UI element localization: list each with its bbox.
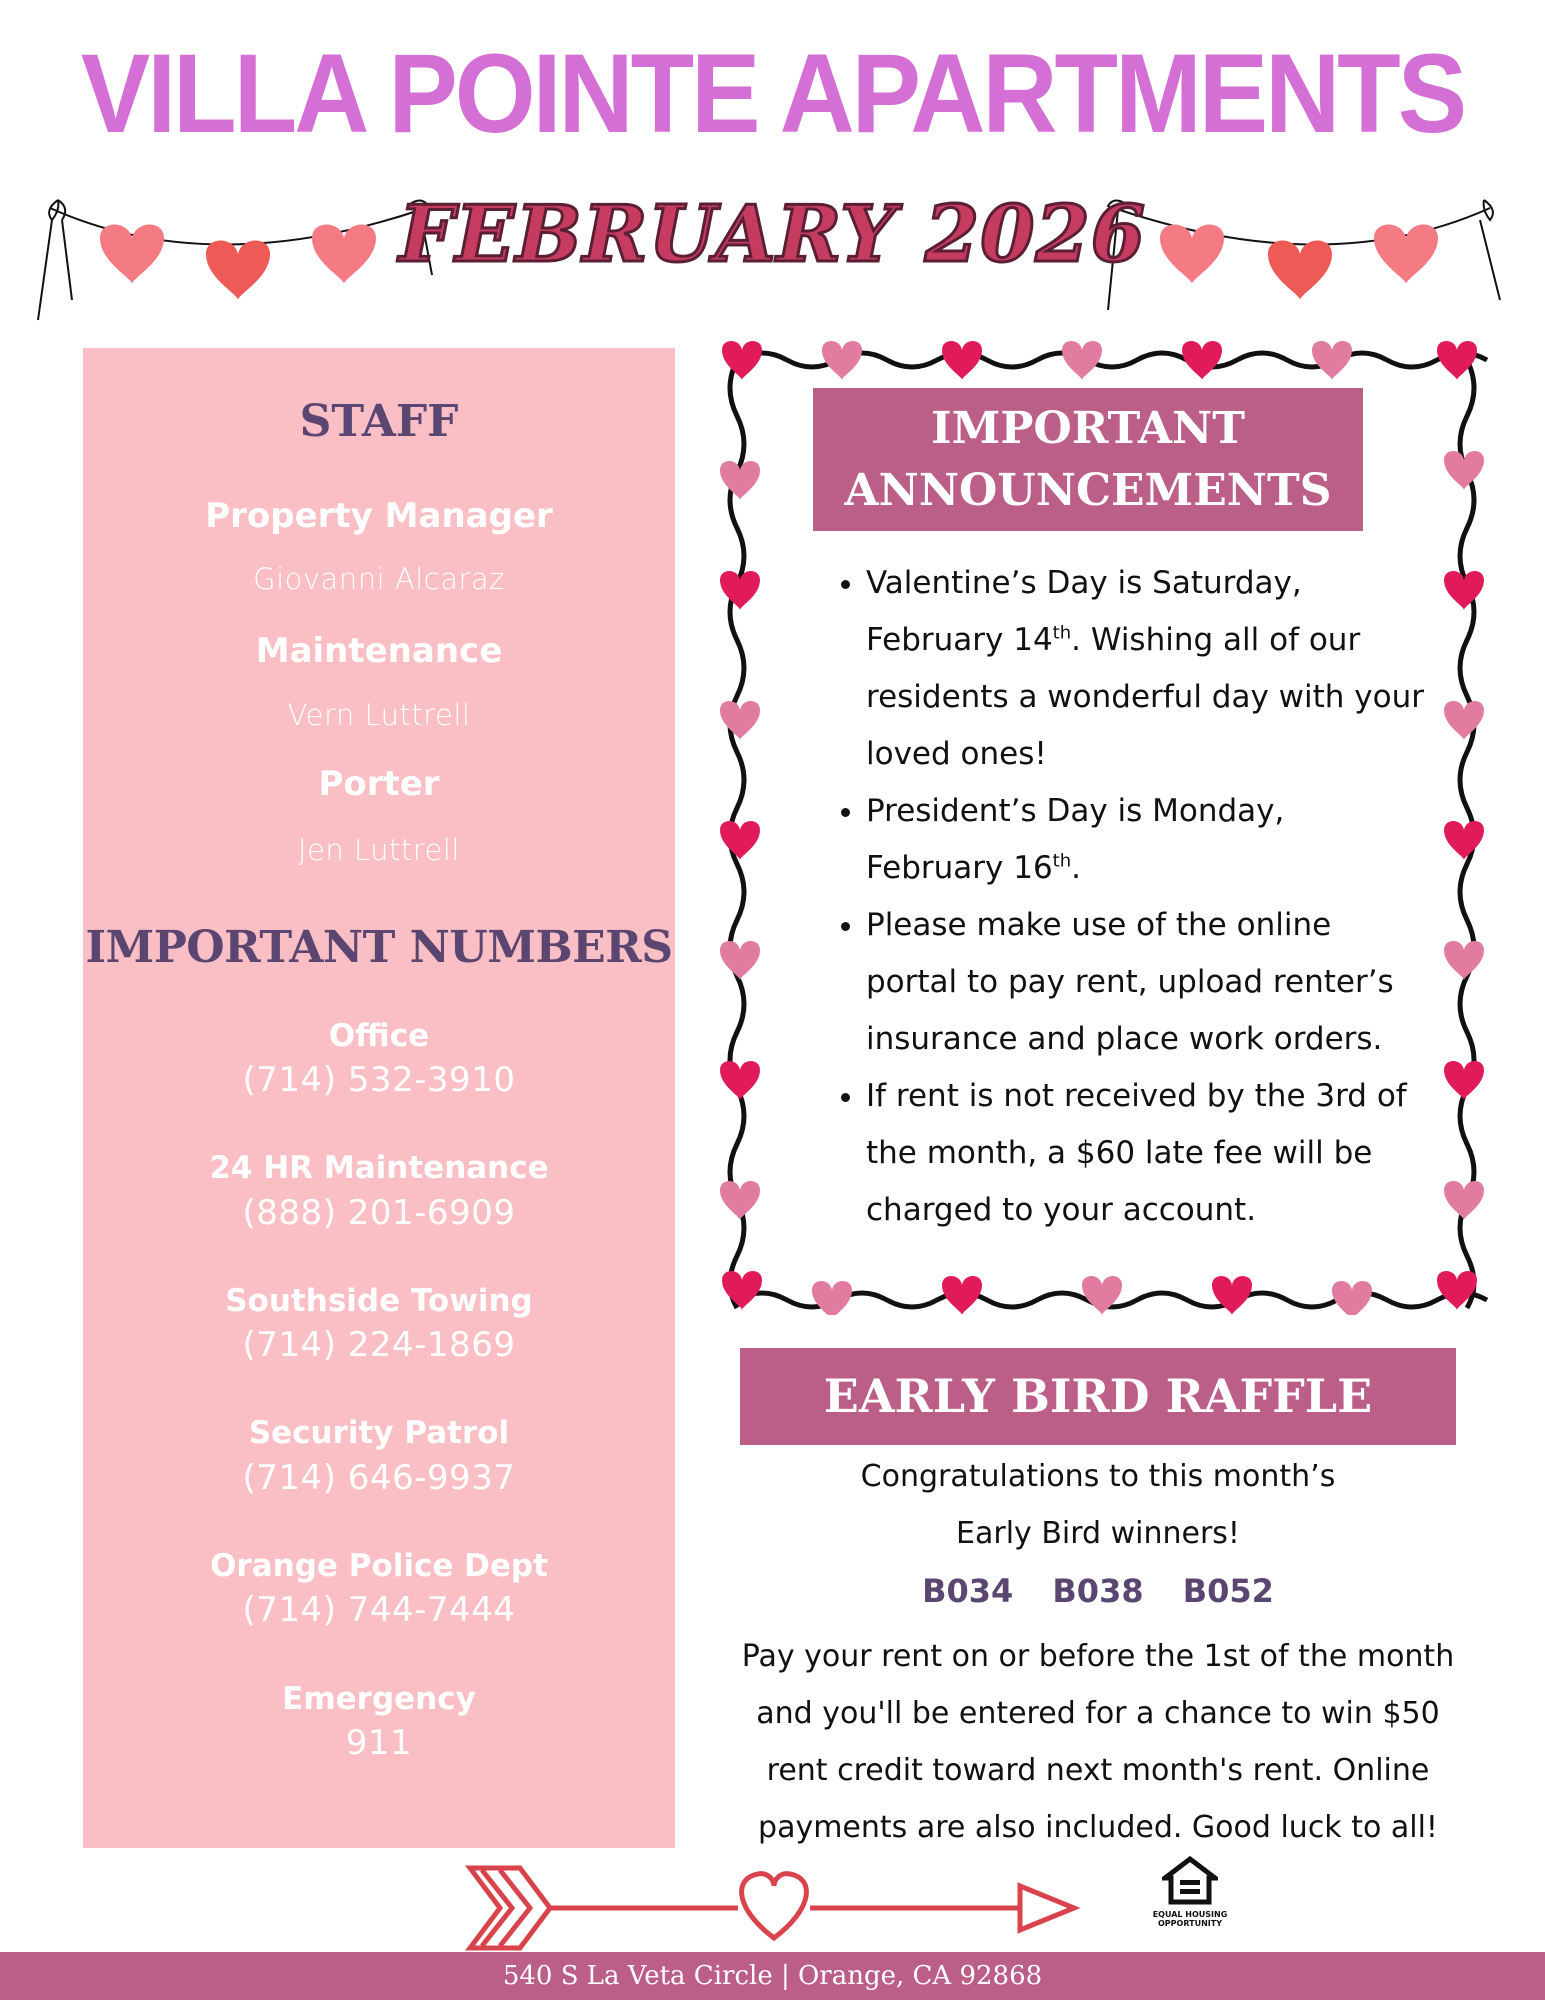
equal-housing-icon: [1162, 1856, 1218, 1906]
staff-heading: STAFF: [299, 396, 459, 447]
announcements-heading-line2: ANNOUNCEMENTS: [844, 465, 1332, 516]
winner-code: B038: [1052, 1572, 1144, 1610]
phone-number: 911: [345, 1723, 413, 1763]
announcement-item: • Please make use of the online portal to pay rent, upload renter’s insurance and place work orders.: [866, 897, 1426, 1068]
number-label: Emergency: [282, 1681, 476, 1717]
raffle-details-line: payments are also included. Good luck to all!: [758, 1810, 1438, 1845]
raffle-details-line: Pay your rent on or before the 1st of the month: [741, 1639, 1455, 1674]
staff-name: Giovanni Alcaraz: [253, 562, 505, 596]
phone-number: (888) 201-6909: [242, 1193, 516, 1233]
heart-arrow-decoration: [460, 1858, 1100, 1958]
staff-role: Maintenance: [255, 631, 503, 671]
raffle-details-line: and you'll be entered for a chance to win $50: [756, 1696, 1440, 1731]
phone-number: (714) 744-7444: [242, 1590, 516, 1630]
number-label: Southside Towing: [225, 1283, 533, 1319]
phone-number: (714) 224-1869: [242, 1325, 516, 1365]
raffle-heading: EARLY BIRD RAFFLE: [740, 1348, 1456, 1445]
equal-housing-line2: OPPORTUNITY: [1157, 1919, 1222, 1928]
phone-number: (714) 532-3910: [242, 1060, 516, 1100]
raffle-details-line: rent credit toward next month's rent. Online: [766, 1753, 1430, 1788]
newsletter-month: FEBRUARY 2026: [398, 189, 1147, 280]
number-label: Orange Police Dept: [210, 1548, 548, 1584]
staff-name: Jen Luttrell: [297, 833, 460, 867]
newsletter-title: VILLA POINTE APARTMENTS: [80, 31, 1465, 157]
number-label: Office: [328, 1018, 430, 1054]
raffle-congrats-line2: Early Bird winners!: [956, 1516, 1240, 1551]
phone-number: (714) 646-9937: [242, 1458, 516, 1498]
staff-panel: [83, 348, 675, 1848]
announcements-heading: [813, 388, 1363, 531]
number-label: Security Patrol: [248, 1415, 510, 1451]
equal-housing-logo: [1140, 1856, 1240, 1956]
announcements-heading-line1: IMPORTANT: [931, 403, 1245, 454]
raffle-winners: [740, 1572, 1456, 1610]
staff-role: Property Manager: [205, 496, 553, 536]
announcements-list: [830, 555, 1426, 1239]
number-label: 24 HR Maintenance: [209, 1150, 549, 1186]
announcement-item: • If rent is not received by the 3rd of the month, a $60 late fee will be charged to your account.: [866, 1068, 1426, 1239]
announcement-item: • Valentine’s Day is Saturday, February 14th. Wishing all of our residents a wonderful day with your loved ones!: [866, 555, 1426, 783]
staff-name: Vern Luttrell: [287, 698, 471, 732]
raffle-congrats-line1: Congratulations to this month’s: [860, 1459, 1336, 1494]
equal-housing-line1: EQUAL HOUSING: [1152, 1910, 1228, 1919]
winner-code: B052: [1182, 1572, 1274, 1610]
announcement-item: • President’s Day is Monday, February 16th.: [866, 783, 1426, 897]
staff-role: Porter: [318, 764, 440, 804]
important-numbers-heading: IMPORTANT NUMBERS: [85, 922, 673, 973]
winner-code: B034: [922, 1572, 1014, 1610]
footer-address: 540 S La Veta Circle | Orange, CA 92868: [0, 1952, 1545, 2000]
